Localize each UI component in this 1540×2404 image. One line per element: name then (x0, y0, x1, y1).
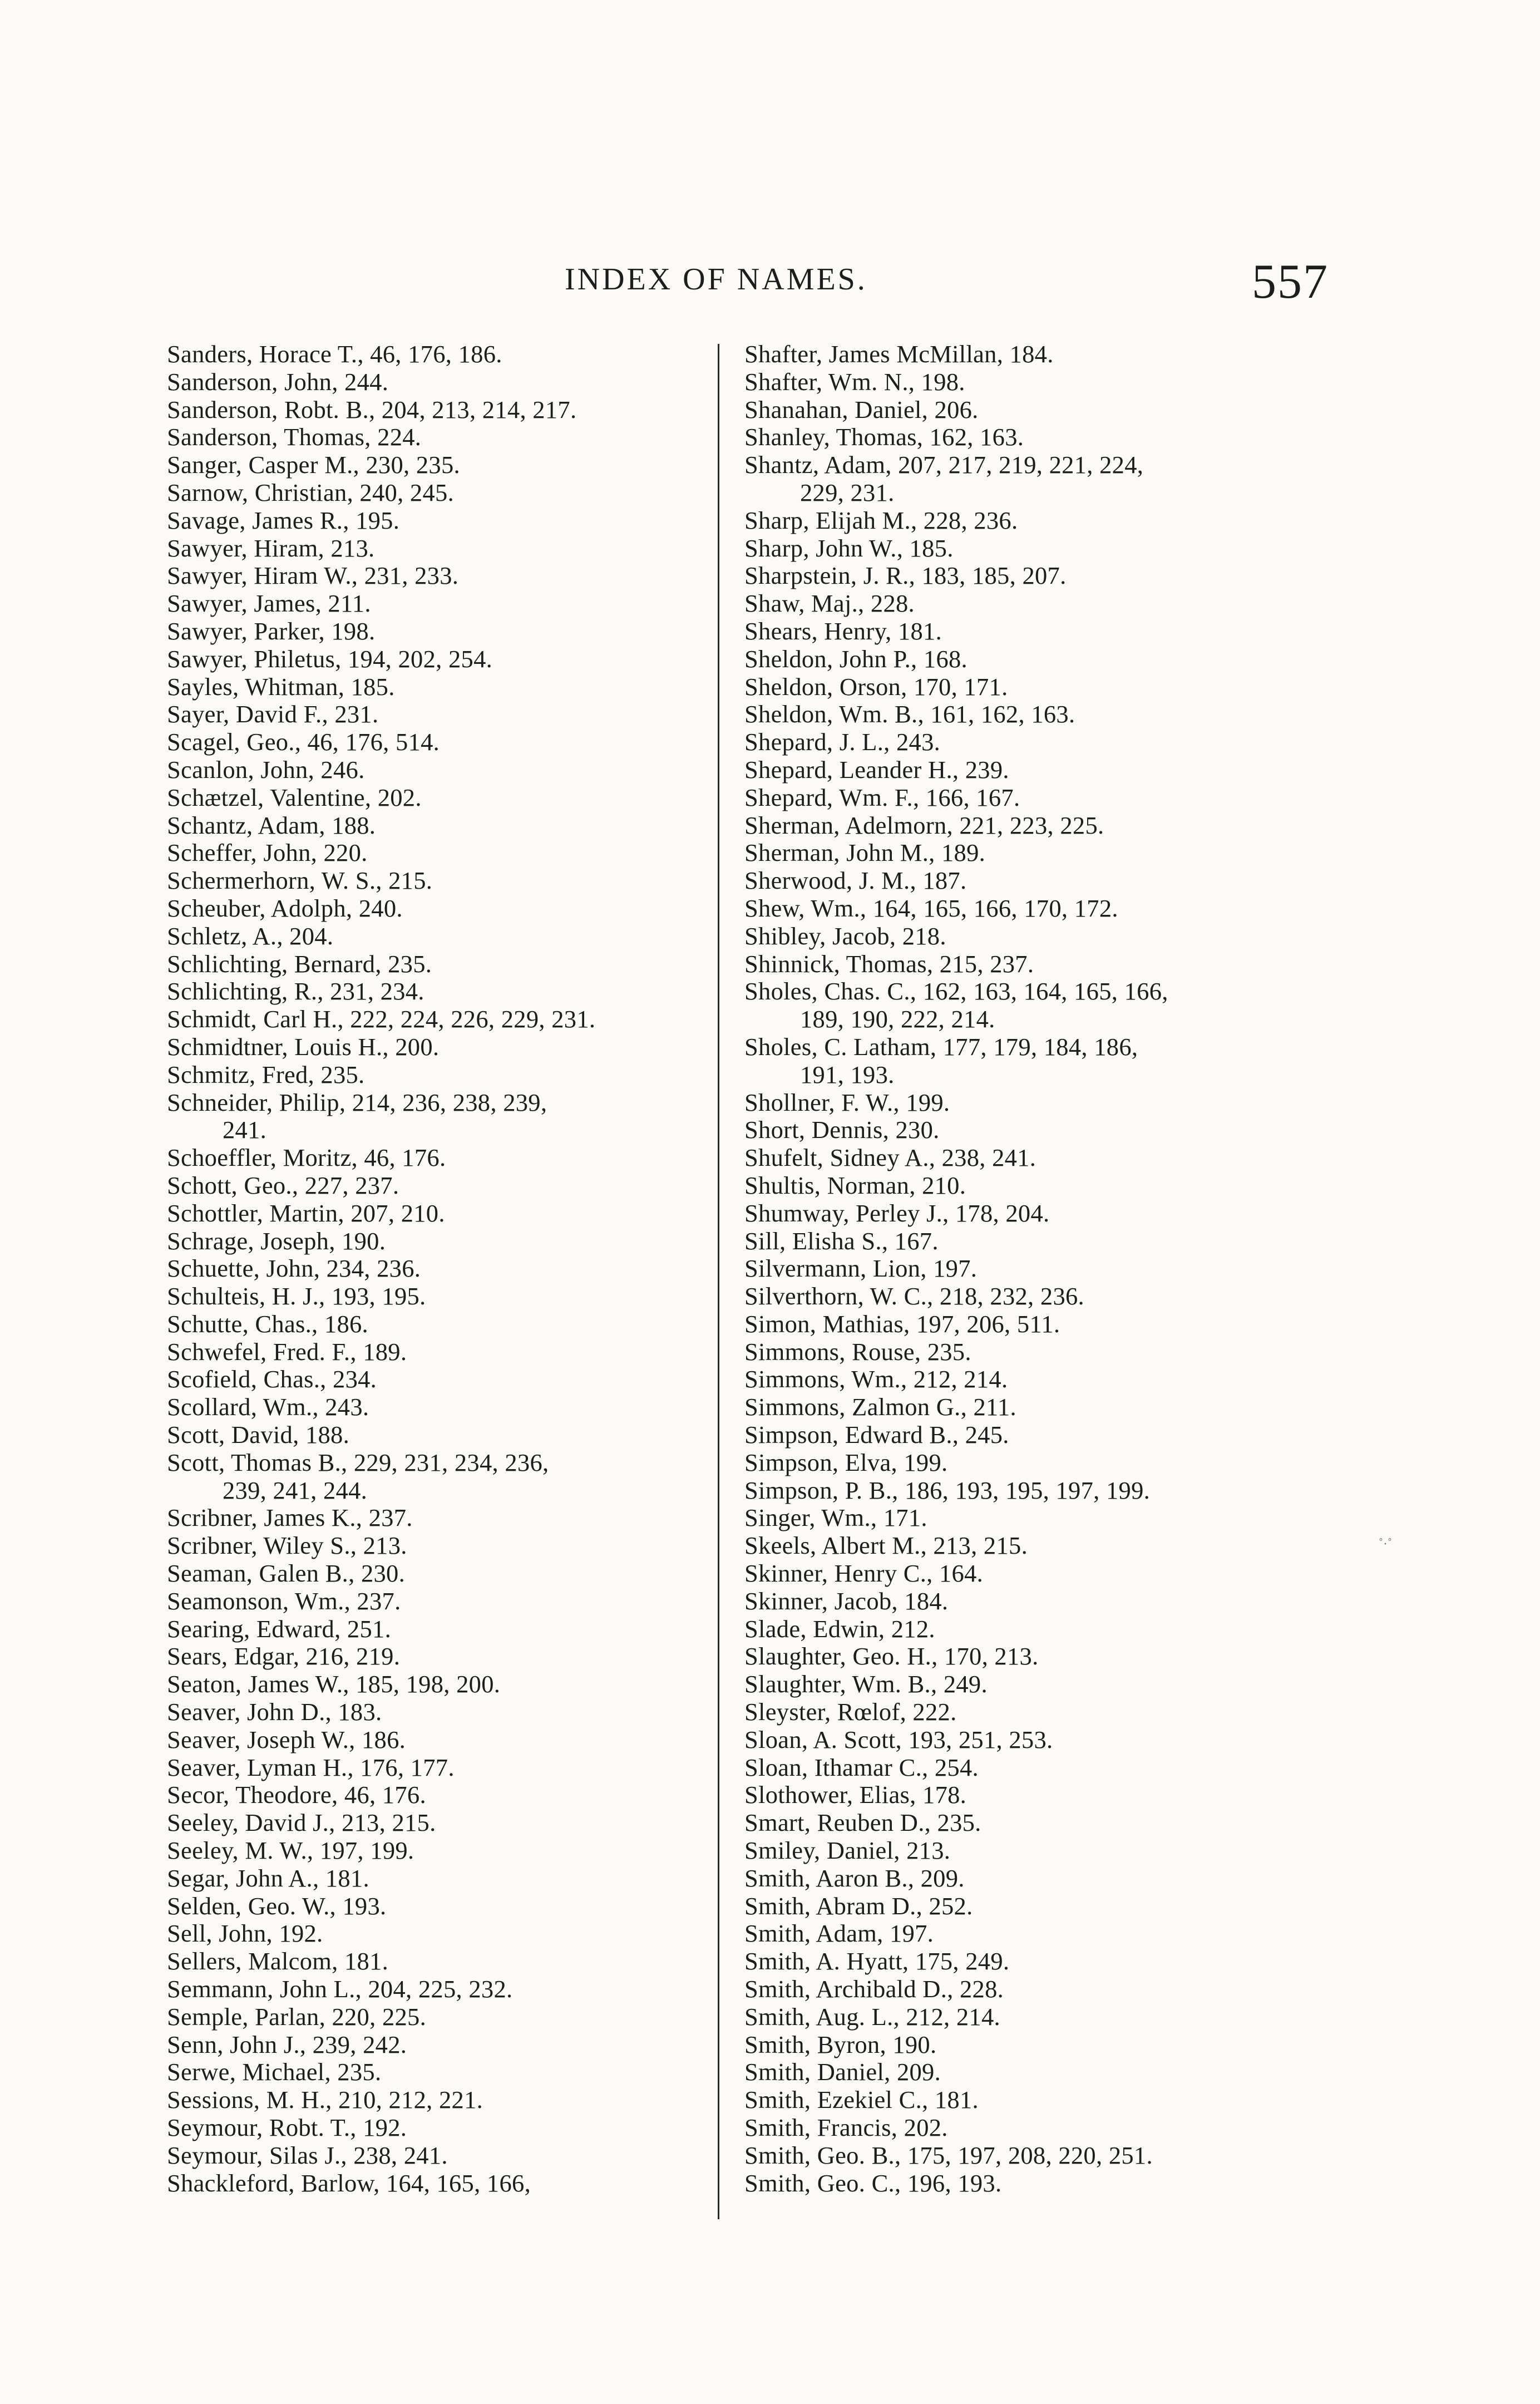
index-entry: Skinner, Henry C., 164. (744, 1559, 984, 1588)
index-entry: Scofield, Chas., 234. (167, 1365, 377, 1393)
index-entry: Sayer, David F., 231. (167, 700, 379, 728)
index-entry: Seamonson, Wm., 237. (167, 1587, 401, 1615)
index-entry-continuation: 239, 241, 244. (223, 1476, 368, 1504)
index-entry: Seaman, Galen B., 230. (167, 1559, 406, 1588)
index-entry: Schlichting, Bernard, 235. (167, 949, 432, 978)
index-entry: Sanger, Casper M., 230, 235. (167, 451, 460, 479)
index-entry: Seaver, Joseph W., 186. (167, 1725, 406, 1753)
index-entry: Sloan, Ithamar C., 254. (744, 1753, 979, 1781)
index-entry: Smith, Archibald D., 228. (744, 1975, 1004, 2003)
index-entry: Simpson, Edward B., 245. (744, 1421, 1009, 1449)
index-entry: Simon, Mathias, 197, 206, 511. (744, 1309, 1060, 1338)
index-entry: Sill, Elisha S., 167. (744, 1226, 939, 1255)
index-entry: Schuette, John, 234, 236. (167, 1254, 421, 1283)
index-entry: Smith, A. Hyatt, 175, 249. (744, 1947, 1010, 1976)
index-entry: Senn, John J., 239, 242. (167, 2030, 407, 2058)
index-entry: Skeels, Albert M., 213, 215. (744, 1531, 1028, 1560)
index-entry: Smith, Aaron B., 209. (744, 1864, 965, 1892)
index-entry: Shackleford, Barlow, 164, 165, 166, (167, 2169, 531, 2197)
index-entry: Scheuber, Adolph, 240. (167, 894, 403, 922)
index-entry: Shinnick, Thomas, 215, 237. (744, 949, 1034, 978)
index-entry: Sanderson, Thomas, 224. (167, 423, 422, 451)
index-entry: Scanlon, John, 246. (167, 755, 365, 784)
index-entry: Sherman, Adelmorn, 221, 223, 225. (744, 811, 1104, 839)
index-entry: Schulteis, H. J., 193, 195. (167, 1282, 426, 1311)
index-entry: Schwefel, Fred. F., 189. (167, 1337, 407, 1366)
index-entry: Schmidt, Carl H., 222, 224, 226, 229, 231. (167, 1005, 596, 1033)
index-entry: Shew, Wm., 164, 165, 166, 170, 172. (744, 894, 1118, 922)
index-entry: Smith, Francis, 202. (744, 2114, 948, 2141)
index-entry: Shepard, Leander H., 239. (744, 755, 1009, 784)
index-entry: Sanderson, Robt. B., 204, 213, 214, 217. (167, 395, 577, 423)
index-entry: Schoeffler, Moritz, 46, 176. (167, 1144, 446, 1172)
index-entry: Simpson, P. B., 186, 193, 195, 197, 199. (744, 1476, 1151, 1504)
index-entry: Seymour, Robt. T., 192. (167, 2114, 407, 2141)
index-entry: Sharp, Elijah M., 228, 236. (744, 506, 1018, 534)
index-entry: Shufelt, Sidney A., 238, 241. (744, 1144, 1036, 1172)
index-entry: Short, Dennis, 230. (744, 1116, 940, 1144)
index-entry: Shibley, Jacob, 218. (744, 922, 946, 950)
page-title: INDEX OF NAMES. (565, 262, 867, 297)
index-entry-continuation: 229, 231. (800, 478, 895, 506)
index-entry: Sayles, Whitman, 185. (167, 672, 395, 701)
column-divider (718, 344, 719, 2219)
index-entry: Slaughter, Geo. H., 170, 213. (744, 1642, 1039, 1671)
index-entry: Sheldon, John P., 168. (744, 644, 968, 673)
index-entry: Sawyer, Parker, 198. (167, 617, 376, 645)
index-entry: Scott, Thomas B., 229, 231, 234, 236, (167, 1448, 549, 1476)
index-entry: Simmons, Wm., 212, 214. (744, 1365, 1008, 1393)
index-entry: Shanahan, Daniel, 206. (744, 395, 979, 423)
index-entry: Schætzel, Valentine, 202. (167, 783, 422, 811)
index-entry: Schletz, A., 204. (167, 922, 334, 950)
index-entry: Sell, John, 192. (167, 1919, 323, 1948)
index-entry: Seeley, M. W., 197, 199. (167, 1836, 414, 1865)
index-entry-continuation: 191, 193. (800, 1060, 895, 1088)
index-entry: Shanley, Thomas, 162, 163. (744, 423, 1024, 451)
index-entry: Seaton, James W., 185, 198, 200. (167, 1670, 501, 1698)
index-entry: Smith, Abram D., 252. (744, 1891, 973, 1920)
index-entry: Smith, Geo. C., 196, 193. (744, 2169, 1002, 2197)
index-entry: Schermerhorn, W. S., 215. (167, 866, 433, 895)
print-speck: ˚·˚ (1379, 1537, 1392, 1551)
index-entry: Shantz, Adam, 207, 217, 219, 221, 224, (744, 451, 1144, 479)
index-entry: Sheldon, Wm. B., 161, 162, 163. (744, 700, 1075, 728)
index-entry: Scheffer, John, 220. (167, 839, 368, 867)
index-entry: Sholes, Chas. C., 162, 163, 164, 165, 166, (744, 977, 1168, 1006)
index-entry: Smith, Daniel, 209. (744, 2058, 941, 2086)
index-entry: Secor, Theodore, 46, 176. (167, 1781, 426, 1809)
index-entry: Scott, David, 188. (167, 1421, 350, 1449)
index-entry: Shepard, Wm. F., 166, 167. (744, 783, 1020, 811)
index-entry: Simpson, Elva, 199. (744, 1448, 948, 1476)
index-entry: Sawyer, James, 211. (167, 589, 371, 618)
index-entry: Sawyer, Philetus, 194, 202, 254. (167, 644, 493, 673)
index-entry: Simmons, Rouse, 235. (744, 1337, 971, 1366)
index-entry: Smiley, Daniel, 213. (744, 1836, 951, 1865)
index-entry: Schmitz, Fred, 235. (167, 1060, 365, 1088)
index-entry: Slothower, Elias, 178. (744, 1781, 967, 1809)
index-entry: Sanderson, John, 244. (167, 367, 389, 396)
index-entry: Shumway, Perley J., 178, 204. (744, 1199, 1050, 1227)
index-entry: Sarnow, Christian, 240, 245. (167, 478, 454, 506)
index-entry: Segar, John A., 181. (167, 1864, 369, 1892)
index-entry: Schott, Geo., 227, 237. (167, 1171, 399, 1199)
index-entry-continuation: 241. (223, 1116, 267, 1144)
index-entry: Singer, Wm., 171. (744, 1504, 927, 1532)
index-entry: Skinner, Jacob, 184. (744, 1587, 949, 1615)
index-entry: Seeley, David J., 213, 215. (167, 1809, 436, 1837)
left-index-column (167, 341, 718, 2197)
index-entry: Silverthorn, W. C., 218, 232, 236. (744, 1282, 1084, 1311)
index-entry: Sherwood, J. M., 187. (744, 866, 967, 895)
index-entry-continuation: 189, 190, 222, 214. (800, 1005, 995, 1033)
index-entry: Silvermann, Lion, 197. (744, 1254, 978, 1283)
page-number: 557 (1252, 255, 1329, 309)
index-entry: Sleyster, Rœlof, 222. (744, 1698, 957, 1726)
index-entry: Sloan, A. Scott, 193, 251, 253. (744, 1725, 1053, 1753)
index-entry: Schutte, Chas., 186. (167, 1309, 368, 1338)
index-entry: Schantz, Adam, 188. (167, 811, 376, 839)
index-entry: Smith, Adam, 197. (744, 1919, 934, 1948)
index-entry: Shears, Henry, 181. (744, 617, 942, 645)
index-entry: Smith, Aug. L., 212, 214. (744, 2002, 1000, 2031)
index-entry: Sheldon, Orson, 170, 171. (744, 672, 1008, 701)
index-entry: Semple, Parlan, 220, 225. (167, 2002, 427, 2031)
index-entry: Scribner, James K., 237. (167, 1504, 413, 1532)
index-entry: Schlichting, R., 231, 234. (167, 977, 425, 1006)
index-entry: Sears, Edgar, 216, 219. (167, 1642, 401, 1671)
index-entry: Smith, Byron, 190. (744, 2030, 937, 2058)
index-entry: Schrage, Joseph, 190. (167, 1226, 386, 1255)
index-entry: Smith, Ezekiel C., 181. (744, 2086, 979, 2114)
index-entry: Shafter, Wm. N., 198. (744, 367, 965, 396)
index-entry: Seymour, Silas J., 238, 241. (167, 2141, 448, 2169)
index-entry: Sherman, John M., 189. (744, 839, 986, 867)
index-entry: Sharp, John W., 185. (744, 534, 954, 562)
index-entry: Sessions, M. H., 210, 212, 221. (167, 2086, 483, 2114)
index-entry: Schneider, Philip, 214, 236, 238, 239, (167, 1088, 547, 1116)
index-entry: Seaver, Lyman H., 176, 177. (167, 1753, 455, 1781)
index-entry: Slade, Edwin, 212. (744, 1614, 935, 1643)
index-entry: Shafter, James McMillan, 184. (744, 340, 1054, 368)
index-entry: Shultis, Norman, 210. (744, 1171, 966, 1199)
index-entry: Sharpstein, J. R., 183, 185, 207. (744, 561, 1067, 590)
index-entry: Scagel, Geo., 46, 176, 514. (167, 728, 440, 756)
index-entry: Smart, Reuben D., 235. (744, 1809, 981, 1837)
right-index-column (744, 341, 1356, 2197)
index-entry: Scribner, Wiley S., 213. (167, 1531, 407, 1560)
index-entry: Savage, James R., 195. (167, 506, 400, 534)
index-entry: Schottler, Martin, 207, 210. (167, 1199, 445, 1227)
index-entry: Sanders, Horace T., 46, 176, 186. (167, 340, 502, 368)
page-header (0, 257, 1540, 307)
index-entry: Scollard, Wm., 243. (167, 1393, 369, 1421)
index-entry: Semmann, John L., 204, 225, 232. (167, 1975, 513, 2003)
index-entry: Searing, Edward, 251. (167, 1614, 391, 1643)
index-entry: Sholes, C. Latham, 177, 179, 184, 186, (744, 1032, 1138, 1061)
index-entry: Shollner, F. W., 199. (744, 1088, 950, 1116)
index-entry: Serwe, Michael, 235. (167, 2058, 382, 2086)
index-entry: Sawyer, Hiram, 213. (167, 534, 375, 562)
index-entry: Shaw, Maj., 228. (744, 589, 915, 618)
index-entry: Schmidtner, Louis H., 200. (167, 1032, 440, 1061)
index-entry: Seaver, John D., 183. (167, 1698, 382, 1726)
index-entry: Slaughter, Wm. B., 249. (744, 1670, 988, 1698)
index-entry: Sellers, Malcom, 181. (167, 1947, 389, 1976)
index-entry: Simmons, Zalmon G., 211. (744, 1393, 1016, 1421)
index-entry: Selden, Geo. W., 193. (167, 1891, 387, 1920)
index-entry: Shepard, J. L., 243. (744, 728, 941, 756)
index-entry: Smith, Geo. B., 175, 197, 208, 220, 251. (744, 2141, 1153, 2169)
index-entry: Sawyer, Hiram W., 231, 233. (167, 561, 459, 590)
